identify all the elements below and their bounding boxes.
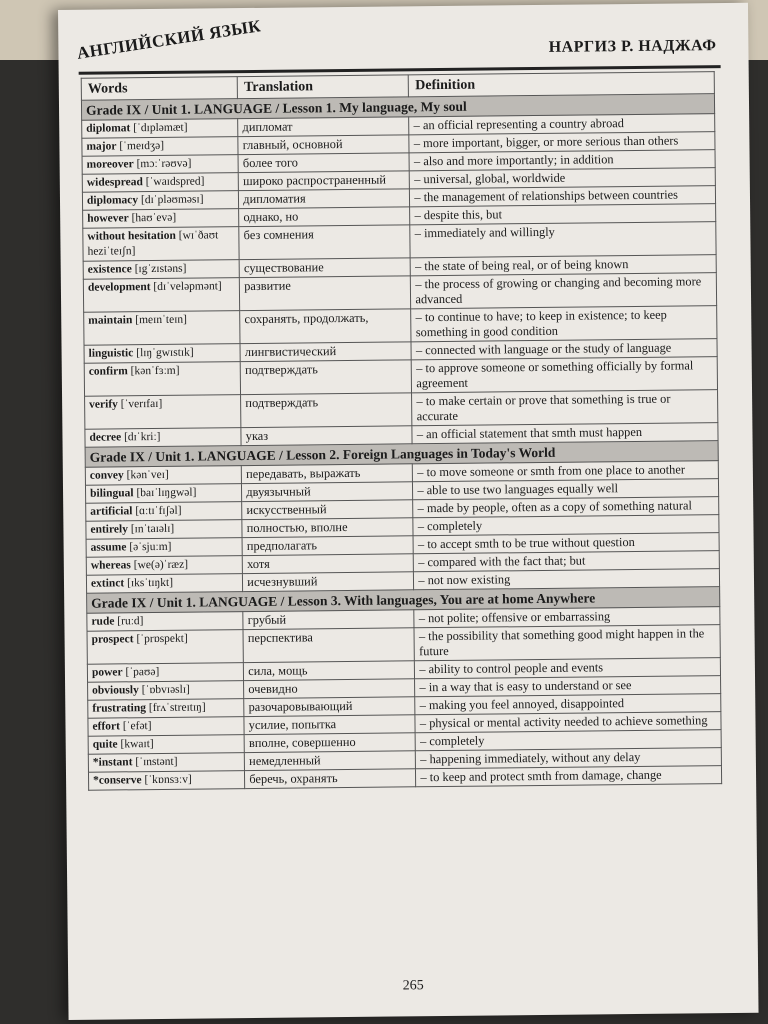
section-title: Grade IX / Unit 1. LANGUAGE / Lesson 2. Foreign Languages in Today's World bbox=[85, 441, 718, 468]
translation-cell: сохранять, продолжать, bbox=[240, 309, 411, 344]
word-cell bbox=[82, 191, 238, 211]
word-cell bbox=[88, 753, 244, 773]
word-transcription: [əˈsjuːm] bbox=[129, 540, 172, 554]
definition-cell: – to accept smth to be true without question bbox=[413, 533, 719, 554]
word-cell bbox=[86, 502, 242, 522]
word-term: *conserve bbox=[93, 774, 142, 787]
word-transcription: [kənˈfɜːm] bbox=[130, 364, 180, 378]
translation-cell: усилие, попытка bbox=[244, 715, 415, 735]
definition-cell: – completely bbox=[415, 730, 721, 751]
definition-cell: – to approve someone or something officially by formal agreement bbox=[412, 357, 718, 393]
word-transcription: [ˈefət] bbox=[122, 720, 152, 733]
translation-cell: без сомнения bbox=[239, 225, 410, 260]
word-transcription: [baɪˈlɪŋgwəl] bbox=[136, 486, 197, 500]
word-term: bilingual bbox=[90, 487, 134, 500]
definition-cell: – to keep and protect smth from damage, change bbox=[416, 766, 722, 787]
translation-cell: перспектива bbox=[243, 628, 414, 663]
translation-cell: дипломат bbox=[238, 117, 409, 137]
definition-cell: – an official statement that smth must happen bbox=[412, 423, 718, 444]
header-subject: АНГЛИЙСКИЙ ЯЗЫК bbox=[75, 16, 263, 63]
word-term: entirely bbox=[90, 523, 128, 536]
translation-cell: более того bbox=[238, 153, 409, 173]
definition-cell: – an official representing a country abroad bbox=[409, 114, 715, 135]
word-cell bbox=[86, 538, 242, 558]
word-transcription: [ˈɒbvɪəslɪ] bbox=[141, 683, 190, 697]
word-term: maintain bbox=[88, 314, 133, 327]
word-term: development bbox=[87, 281, 151, 294]
word-term: linguistic bbox=[88, 347, 134, 360]
translation-cell: немедленный bbox=[245, 751, 416, 771]
word-term: quite bbox=[92, 738, 118, 751]
word-term: without hesitation bbox=[87, 229, 176, 243]
translation-cell: очевидно bbox=[244, 679, 415, 699]
translation-cell: однако, но bbox=[239, 207, 410, 227]
translation-cell: разочаровывающий bbox=[244, 697, 415, 717]
translation-cell: развитие bbox=[240, 276, 411, 311]
word-term: power bbox=[91, 666, 123, 679]
word-transcription: [ɑːtɪˈfɪʃəl] bbox=[135, 504, 182, 518]
word-term: widespread bbox=[86, 176, 143, 189]
word-term: frustrating bbox=[92, 702, 147, 715]
translation-cell: широко распространенный bbox=[238, 171, 409, 191]
translation-cell: подтверждать bbox=[240, 360, 411, 395]
word-transcription: [frʌˈstreɪtɪŋ] bbox=[148, 701, 206, 715]
word-cell bbox=[87, 612, 243, 632]
definition-cell: – not polite; offensive or embarrassing bbox=[414, 607, 720, 628]
definition-cell: – made by people, often as a copy of something natural bbox=[413, 497, 719, 518]
word-term: however bbox=[87, 212, 129, 225]
word-cell bbox=[86, 556, 242, 576]
word-cell bbox=[88, 681, 244, 701]
translation-cell: полностью, вполне bbox=[242, 518, 413, 538]
definition-cell: – universal, global, worldwide bbox=[410, 168, 716, 189]
word-transcription: [ˈprɒspekt] bbox=[136, 632, 188, 646]
word-term: existence bbox=[87, 263, 132, 276]
translation-cell: двуязычный bbox=[242, 482, 413, 502]
word-term: confirm bbox=[88, 365, 128, 378]
word-term: decree bbox=[89, 431, 122, 444]
definition-cell: – more important, bigger, or more serious than others bbox=[409, 132, 715, 153]
translation-cell: исчезнувший bbox=[243, 572, 414, 592]
definition-cell: – to continue to have; to keep in existence; to keep something in good condition bbox=[411, 306, 717, 342]
book-page bbox=[58, 3, 759, 1020]
page-number: 265 bbox=[402, 978, 424, 994]
word-cell bbox=[85, 484, 241, 504]
definition-cell: – compared with the fact that; but bbox=[414, 551, 720, 572]
word-term: convey bbox=[89, 469, 124, 482]
word-cell bbox=[85, 428, 241, 448]
translation-cell: дипломатия bbox=[239, 189, 410, 209]
word-cell bbox=[86, 574, 242, 594]
column-translation: Translation bbox=[237, 75, 408, 99]
word-term: prospect bbox=[91, 633, 134, 646]
vocabulary-table bbox=[81, 71, 722, 791]
word-term: extinct bbox=[90, 577, 125, 590]
word-transcription: [ˈkɒnsɜːv] bbox=[144, 773, 192, 787]
word-cell bbox=[87, 663, 243, 683]
vocabulary-body bbox=[81, 94, 721, 791]
word-transcription: [meɪnˈteɪn] bbox=[135, 313, 188, 327]
word-cell bbox=[88, 771, 244, 791]
definition-cell: – the possibility that something good might happen in the future bbox=[414, 625, 720, 661]
word-cell bbox=[87, 630, 244, 665]
word-transcription: [lɪŋˈgwɪstɪk] bbox=[136, 346, 194, 360]
translation-cell: хотя bbox=[242, 554, 413, 574]
word-transcription: [wɪˈðaʊt heziˈteɪʃn] bbox=[87, 229, 219, 258]
definition-cell: – the state of being real, or of being known bbox=[411, 255, 717, 276]
running-head bbox=[75, 16, 720, 75]
word-cell bbox=[84, 362, 241, 397]
word-transcription: [mɔːˈrəʊvə] bbox=[136, 157, 192, 171]
section-title: Grade IX / Unit 1. LANGUAGE / Lesson 3. With languages, You are at home Anywhere bbox=[87, 587, 720, 614]
word-term: *instant bbox=[92, 756, 133, 769]
translation-cell: передавать, выражать bbox=[242, 464, 413, 484]
word-cell bbox=[84, 344, 240, 364]
word-transcription: [ɪksˈtɪŋkt] bbox=[127, 576, 174, 590]
word-cell bbox=[88, 735, 244, 755]
definition-cell: – to move someone or smth from one place to another bbox=[413, 461, 719, 482]
word-term: whereas bbox=[90, 559, 131, 572]
word-transcription: [dɪˈveləpmənt] bbox=[153, 280, 222, 294]
word-cell bbox=[83, 227, 240, 262]
word-term: verify bbox=[89, 398, 118, 411]
word-cell bbox=[84, 311, 241, 346]
translation-cell: сила, мощь bbox=[244, 661, 415, 681]
word-term: diplomat bbox=[86, 122, 131, 135]
definition-cell: – able to use two languages equally well bbox=[413, 479, 719, 500]
definition-cell: – ability to control people and events bbox=[415, 658, 721, 679]
translation-cell: предполагать bbox=[242, 536, 413, 556]
word-term: assume bbox=[90, 541, 127, 554]
word-term: artificial bbox=[90, 505, 133, 518]
column-words: Words bbox=[81, 77, 237, 101]
word-cell bbox=[82, 173, 238, 193]
translation-cell: указ bbox=[241, 426, 412, 446]
word-transcription: [ruːd] bbox=[117, 615, 144, 628]
translation-cell: вполне, совершенно bbox=[244, 733, 415, 753]
word-cell bbox=[82, 155, 238, 175]
definition-cell: – despite this, but bbox=[410, 204, 716, 225]
word-cell bbox=[82, 137, 238, 157]
definition-cell: – making you feel annoyed, disappointed bbox=[415, 694, 721, 715]
translation-cell: лингвистический bbox=[240, 342, 411, 362]
definition-cell: – to make certain or prove that something is true or accurate bbox=[412, 390, 718, 426]
translation-cell: существование bbox=[239, 258, 410, 278]
translation-cell: подтверждать bbox=[241, 393, 412, 428]
word-cell bbox=[86, 520, 242, 540]
word-term: rude bbox=[91, 615, 115, 628]
word-transcription: [dɪˈkriː] bbox=[124, 430, 161, 444]
word-transcription: [dɪˈpləʊməsɪ] bbox=[140, 193, 204, 207]
word-cell bbox=[83, 278, 240, 313]
translation-cell: искусственный bbox=[242, 500, 413, 520]
word-cell bbox=[82, 119, 238, 139]
word-transcription: [ˈverɪfaɪ] bbox=[120, 397, 163, 411]
definition-cell: – not now existing bbox=[414, 569, 720, 590]
header-author: НАРГИЗ Р. НАДЖАФ bbox=[548, 37, 717, 56]
word-cell bbox=[83, 209, 239, 229]
word-term: moreover bbox=[86, 158, 134, 171]
definition-cell: – happening immediately, without any delay bbox=[416, 748, 722, 769]
definition-cell: – physical or mental activity needed to achieve something bbox=[415, 712, 721, 733]
word-transcription: [ɪnˈtaɪəlɪ] bbox=[130, 522, 175, 536]
translation-cell: беречь, охранять bbox=[245, 769, 416, 789]
definition-cell: – completely bbox=[413, 515, 719, 536]
word-transcription: [ɪgˈzɪstəns] bbox=[134, 262, 187, 276]
word-cell bbox=[88, 717, 244, 737]
word-term: effort bbox=[92, 720, 121, 733]
word-cell bbox=[85, 466, 241, 486]
definition-cell: – the process of growing or changing and becoming more advanced bbox=[411, 273, 717, 309]
word-transcription: [ˈdɪpləmæt] bbox=[133, 121, 188, 135]
word-cell bbox=[88, 699, 244, 719]
section-title: Grade IX / Unit 1. LANGUAGE / Lesson 1. My language, My soul bbox=[81, 94, 714, 121]
word-transcription: [ˈwaɪdspred] bbox=[145, 175, 205, 189]
word-transcription: [ˈpaʊə] bbox=[125, 665, 160, 679]
word-transcription: [kwaɪt] bbox=[120, 738, 154, 751]
word-transcription: [ˈɪnstənt] bbox=[135, 755, 178, 769]
word-cell bbox=[83, 260, 239, 280]
word-term: obviously bbox=[92, 684, 139, 697]
translation-cell: главный, основной bbox=[238, 135, 409, 155]
definition-cell: – in a way that is easy to understand or see bbox=[415, 676, 721, 697]
word-transcription: [kənˈveɪ] bbox=[126, 468, 169, 482]
word-term: major bbox=[86, 140, 117, 153]
word-transcription: [we(ə)ˈræz] bbox=[133, 558, 189, 572]
definition-cell: – connected with language or the study of language bbox=[411, 339, 717, 360]
definition-cell: – immediately and willingly bbox=[410, 222, 716, 258]
definition-cell: – the management of relationships between countries bbox=[410, 186, 716, 207]
column-definition: Definition bbox=[409, 72, 715, 97]
word-transcription: [haʊˈevə] bbox=[131, 211, 177, 225]
word-transcription: [ˈmeɪdʒə] bbox=[119, 139, 165, 153]
translation-cell: грубый bbox=[243, 610, 414, 630]
word-term: diplomacy bbox=[86, 194, 139, 207]
definition-cell: – also and more importantly; in addition bbox=[409, 150, 715, 171]
word-cell bbox=[85, 395, 242, 430]
